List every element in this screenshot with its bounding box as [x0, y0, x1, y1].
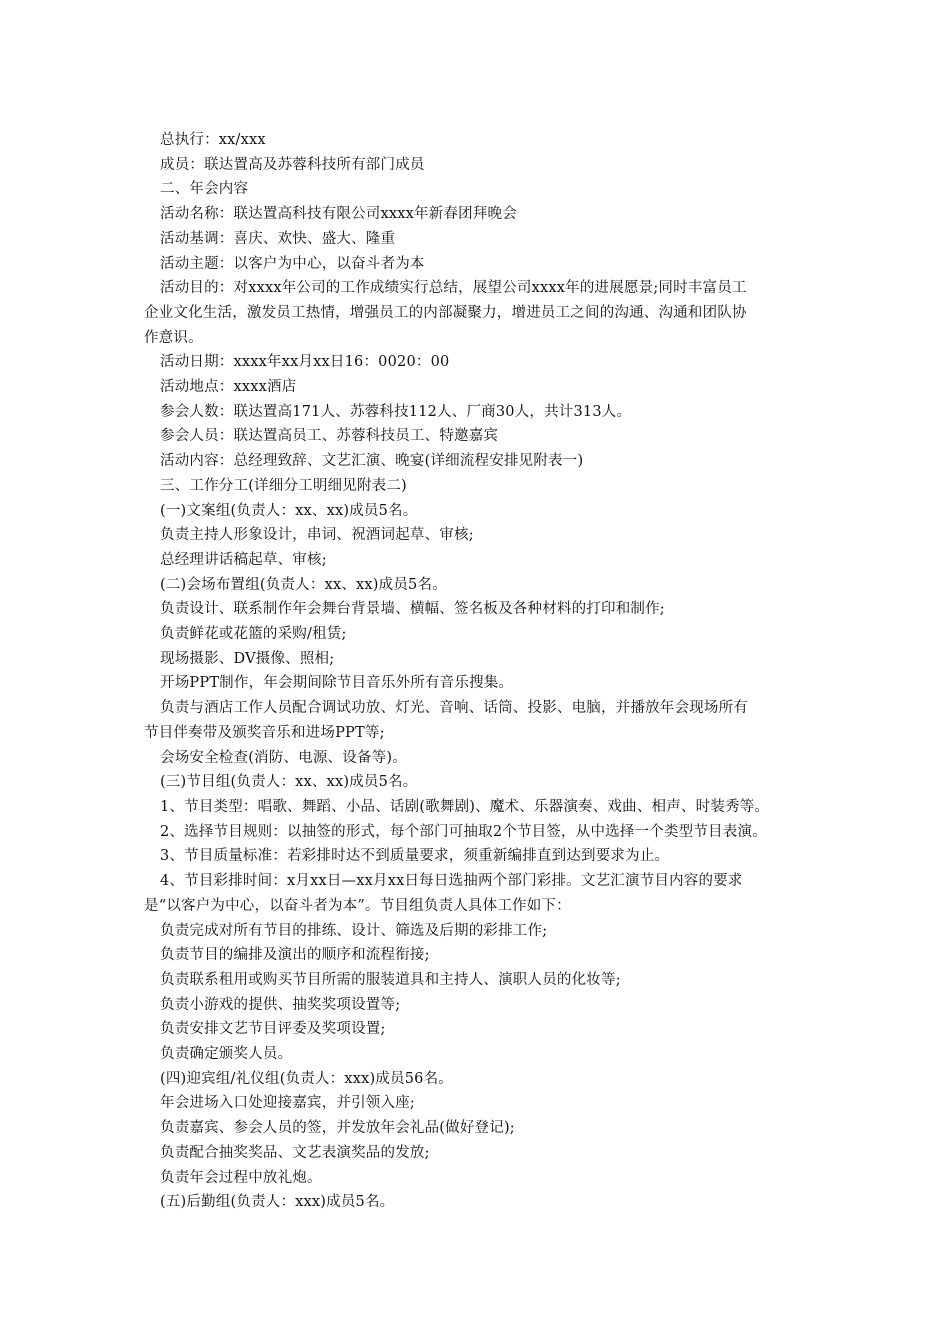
- text-line: 二、年会内容: [160, 181, 249, 198]
- text-line: 作意识。: [144, 329, 203, 346]
- text-line: 负责确定颁奖人员。: [160, 1046, 293, 1063]
- text-line: 1、节目类型：唱歌、舞蹈、小品、话剧(歌舞剧)、魔术、乐器演奏、戏曲、相声、时装秀等。: [160, 798, 770, 815]
- text-line: (五)后勤组(负责人：xxx)成员5名。: [160, 1194, 395, 1211]
- text-line: 总经理讲话稿起草、审核;: [160, 551, 327, 568]
- text-line: 负责节目的编排及演出的顺序和流程衔接;: [160, 947, 430, 964]
- text-line: (四)迎宾组/礼仪组(负责人：xxx)成员56名。: [160, 1070, 453, 1087]
- text-line: 是“以客户为中心，以奋斗者为本”。节目组负责人具体工作如下：: [144, 897, 571, 914]
- text-line: (三)节目组(负责人：xx、xx)成员5名。: [160, 774, 418, 791]
- text-line: 参会人员：联达置高员工、苏蓉科技员工、特邀嘉宾: [160, 428, 499, 445]
- text-line: 负责配合抽奖奖品、文艺表演奖品的发放;: [160, 1144, 430, 1161]
- text-line: 负责联系租用或购买节目所需的服装道具和主持人、演职人员的化妆等;: [160, 971, 621, 988]
- text-line: 参会人数：联达置高171人、苏蓉科技112人、厂商30人，共计313人。: [160, 403, 632, 420]
- text-line: 活动内容：总经理致辞、文艺汇演、晚宴(详细流程安排见附表一): [160, 453, 584, 470]
- text-line: 负责主持人形象设计，串词、祝酒词起草、审核;: [160, 527, 474, 544]
- text-line: 活动基调：喜庆、欢快、盛大、隆重: [160, 230, 396, 247]
- text-line: 活动目的：对xxxx年公司的工作成绩实行总结，展望公司xxxx年的进展愿景;同时丰富员工: [160, 280, 747, 297]
- text-line: 企业文化生活，激发员工热情，增强员工的内部凝聚力，增进员工之间的沟通、沟通和团队协: [144, 304, 747, 321]
- text-line: 开场PPT制作，年会期间除节目音乐外所有音乐搜集。: [160, 675, 514, 692]
- text-line: 活动名称：联达置高科技有限公司xxxx年新春团拜晚会: [160, 206, 517, 223]
- text-line: 4、节目彩排时间：x月xx日—xx月xx日每日选抽两个部门彩排。文艺汇演节目内容的要求: [160, 873, 743, 890]
- text-line: 成员：联达置高及苏蓉科技所有部门成员: [160, 156, 425, 173]
- text-line: 活动地点：xxxx酒店: [160, 379, 297, 396]
- text-line: 三、工作分工(详细分工明细见附表二): [160, 477, 407, 494]
- text-line: 3、节目质量标准：若彩排时达不到质量要求，须重新编排直到达到要求为止。: [160, 848, 670, 865]
- text-line: 活动日期：xxxx年xx月xx日16：0020：00: [160, 354, 450, 371]
- text-line: 负责年会过程中放礼炮。: [160, 1169, 322, 1186]
- text-line: (二)会场布置组(负责人：xx、xx)成员5名。: [160, 576, 447, 593]
- text-line: 负责与酒店工作人员配合调试功放、灯光、音响、话筒、投影、电脑，并播放年会现场所有: [160, 700, 748, 717]
- text-line: 总执行：xx/xxx: [160, 132, 266, 148]
- text-line: 现场摄影、DV摄像、照相;: [160, 650, 335, 667]
- text-line: 负责嘉宾、参会人员的签，并发放年会礼品(做好登记);: [160, 1120, 515, 1137]
- text-line: 负责小游戏的提供、抽奖奖项设置等;: [160, 996, 401, 1013]
- text-line: 活动主题：以客户为中心，以奋斗者为本: [160, 255, 425, 272]
- text-line: 负责设计、联系制作年会舞台背景墙、横幅、签名板及各种材料的打印和制作;: [160, 601, 665, 618]
- text-line: 负责鲜花或花篮的采购/租赁;: [160, 626, 347, 643]
- text-line: 负责安排文艺节目评委及奖项设置;: [160, 1021, 386, 1038]
- text-line: 节目伴奏带及颁奖音乐和进场PPT等;: [144, 724, 385, 741]
- text-line: 会场安全检查(消防、电源、设备等)。: [160, 749, 407, 766]
- document-page: [144, 128, 834, 1215]
- text-line: 年会进场入口处迎接嘉宾，并引领入座;: [160, 1095, 415, 1112]
- text-line: 2、选择节目规则：以抽签的形式，每个部门可抽取2个节目签，从中选择一个类型节目表演。: [160, 823, 767, 840]
- text-line: (一)文案组(负责人：xx、xx)成员5名。: [160, 502, 418, 519]
- text-line: 负责完成对所有节目的排练、设计、筛选及后期的彩排工作;: [160, 922, 548, 939]
